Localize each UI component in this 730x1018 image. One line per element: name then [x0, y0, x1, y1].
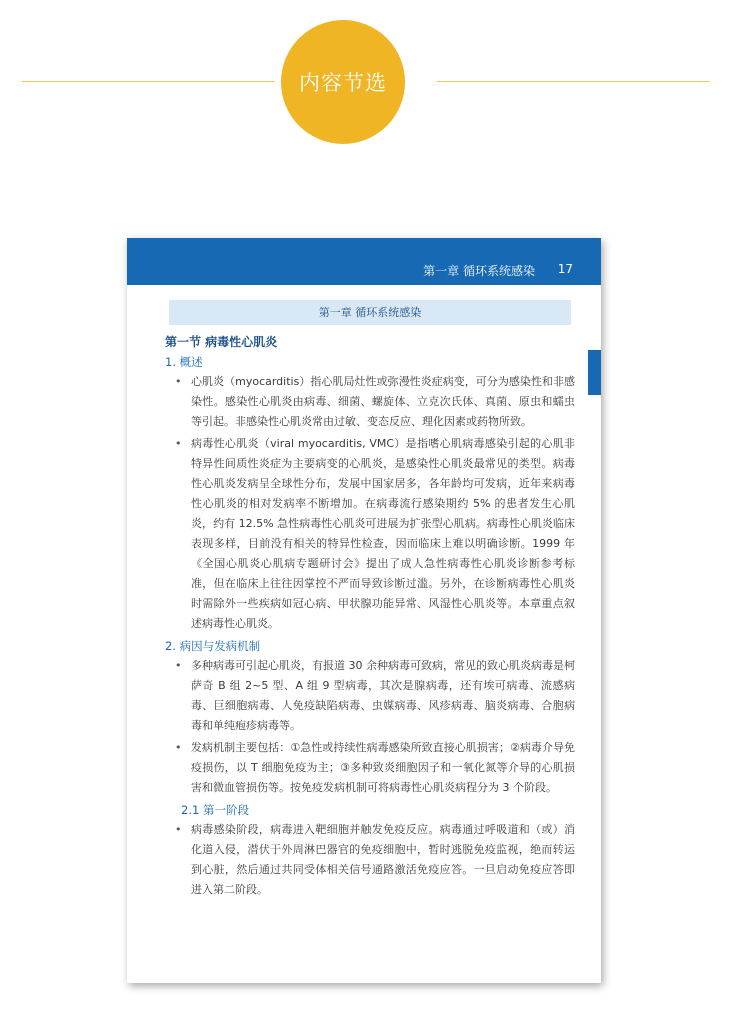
book-page [127, 238, 601, 983]
decorative-line-left [22, 81, 275, 82]
running-header [127, 238, 601, 285]
subsection-heading: 2.1 第一阶段 [181, 803, 249, 817]
section-title: 第一节 病毒性心肌炎 [165, 335, 278, 349]
chapter-thumb-tab [588, 350, 601, 395]
running-header-chapter: 第一章 循环系统感染 [423, 264, 535, 278]
bullet-item: • 多种病毒可引起心肌炎，有报道 30 余种病毒可致病，常见的致心肌炎病毒是柯萨奇 B 组 2~5 型、A 组 9 型病毒，其次是腺病毒，还有埃可病毒、流感病毒、巨细胞病毒、人免疫缺陷病毒、虫媒病毒、风疹病毒、脑炎病毒、合胞病毒和单纯疱疹病毒等。 [165, 656, 585, 736]
bullet-list [165, 820, 585, 900]
excerpt-badge [281, 20, 405, 144]
section-heading: 2. 病因与发病机制 [165, 639, 261, 653]
bullet-list [165, 372, 585, 634]
badge-title: 内容节选 [299, 71, 387, 95]
bullet-item: • 病毒感染阶段，病毒进入靶细胞并触发免疫反应。病毒通过呼吸道和（或）消化道入侵，潜伏于外周淋巴器官的免疫细胞中，暂时逃脱免疫监视，绝而转运到心脏，然后通过共同受体相关信号通路激活免疫应答。一旦启动免疫应答即进入第二阶段。 [165, 820, 585, 900]
page-number: 17 [557, 262, 573, 276]
chapter-title: 第一章 循环系统感染 [169, 300, 571, 325]
decorative-line-right [437, 81, 710, 82]
bullet-item: • 病毒性心肌炎（viral myocarditis, VMC）是指嗜心肌病毒感染引起的心肌非特异性间质性炎症为主要病变的心肌炎，是感染性心肌炎最常见的类型。病毒性心肌炎发病呈全球性分布，发展中国家居多，各年龄均可发病，近年来病毒性心肌炎的相对发病率不断增加。在病毒流行感染期约 5% 的患者发生心肌炎，约有 12.5% 急性病毒性心肌炎可进展为扩张型心肌病。病毒性心肌炎临床表现多样，目前没有相关的特异性检查，因而临床上难以明确诊断。1999 年《全国心肌炎心肌病专题研讨会》提出了成人急性病毒性心肌炎诊断参考标准，但在临床上往往因掌控不严而导致诊断过滥。另外，在诊断病毒性心肌炎时需除外一些疾病如冠心病、甲状腺功能异常、风湿性心肌炎等。本章重点叙述病毒性心肌炎。 [165, 434, 585, 634]
bullet-item: • 心肌炎（myocarditis）指心肌局灶性或弥漫性炎症病变，可分为感染性和非感染性。感染性心肌炎由病毒、细菌、螺旋体、立克次氏体、真菌、原虫和蠕虫等引起。非感染性心肌炎常由过敏、变态反应、理化因素或药物所致。 [165, 372, 585, 432]
page-content [165, 300, 585, 902]
section-heading: 1. 概述 [165, 355, 203, 369]
bullet-list [165, 656, 585, 798]
bullet-item: • 发病机制主要包括：①急性或持续性病毒感染所致直接心肌损害；②病毒介导免疫损伤，以 T 细胞免疫为主；③多种致炎细胞因子和一氧化氮等介导的心肌损害和微血管损伤等。按免疫发病机制可将病毒性心肌炎病程分为 3 个阶段。 [165, 738, 585, 798]
